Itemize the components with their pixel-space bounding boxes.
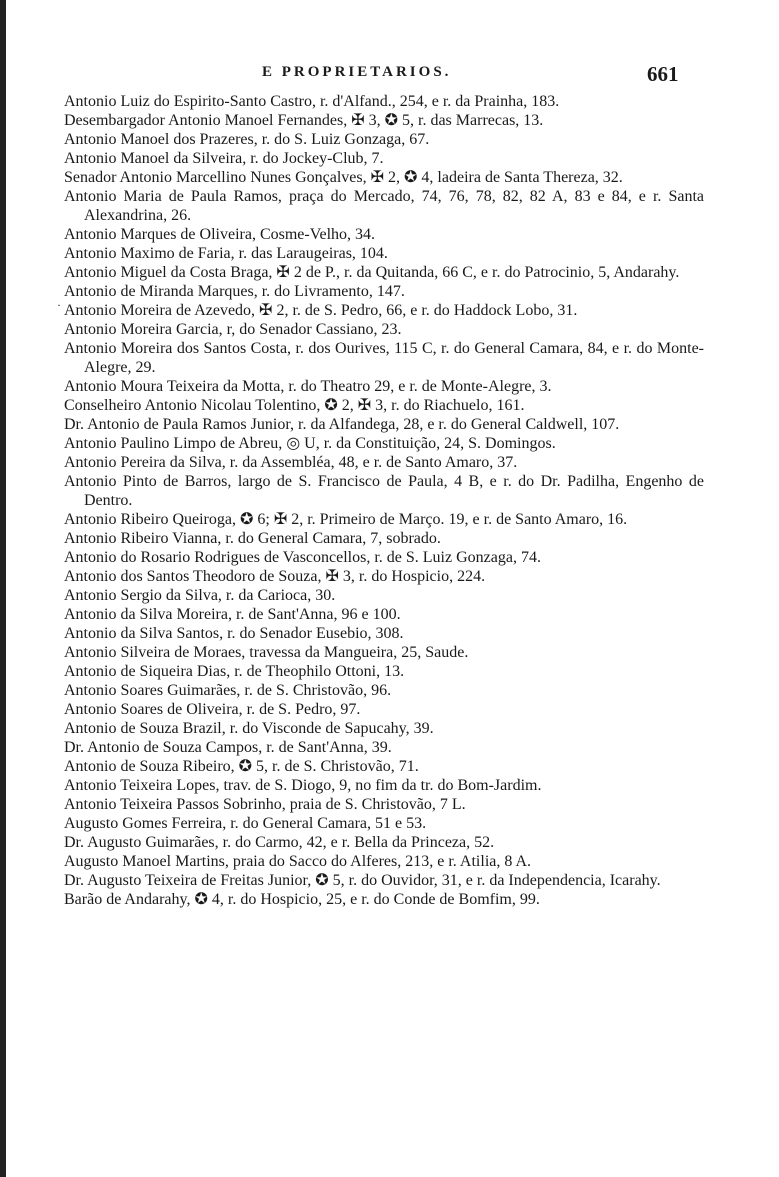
directory-entry: Senador Antonio Marcellino Nunes Gonçalves, ✠ 2, ✪ 4, ladeira de Santa Thereza, 32. <box>64 169 623 186</box>
directory-entry: Antonio Manoel dos Prazeres, r. do S. Luiz Gonzaga, 67. <box>64 131 430 148</box>
directory-entry: Antonio de Miranda Marques, r. do Livramento, 147. <box>64 283 405 300</box>
directory-entry: Augusto Manoel Martins, praia do Sacco do Alferes, 213, e r. Atilia, 8 A. <box>64 853 532 870</box>
directory-entry: Antonio Luiz do Espirito-Santo Castro, r. d'Alfand., 254, e r. da Prainha, 183. <box>64 93 560 110</box>
directory-entry: Antonio Sergio da Silva, r. da Carioca, 30. <box>64 587 336 604</box>
directory-entry: Dr. Antonio de Souza Campos, r. de Sant'Anna, 39. <box>64 739 392 756</box>
directory-entry: Antonio Ribeiro Queiroga, ✪ 6; ✠ 2, r. Primeiro de Março. 19, e r. de Santo Amaro, 16. <box>64 511 628 528</box>
margin-mark: · <box>57 298 61 312</box>
directory-entry: Antonio Moreira dos Santos Costa, r. dos Ourives, 115 C, r. do General Camara, 84, e r. do Monte-Alegre, 29. <box>64 340 704 376</box>
directory-entry: Antonio Pereira da Silva, r. da Assembléa, 48, e r. de Santo Amaro, 37. <box>64 454 518 471</box>
directory-entry: Antonio de Souza Ribeiro, ✪ 5, r. de S. Christovão, 71. <box>64 758 419 775</box>
directory-entry: Antonio Maximo de Faria, r. das Laraugeiras, 104. <box>64 245 388 262</box>
directory-entry: Augusto Gomes Ferreira, r. do General Camara, 51 e 53. <box>64 815 427 832</box>
directory-entry: Antonio Silveira de Moraes, travessa da Mangueira, 25, Saude. <box>64 644 469 661</box>
directory-entry: Antonio de Souza Brazil, r. do Visconde de Sapucahy, 39. <box>64 720 434 737</box>
directory-entry: Antonio Moreira Garcia, r, do Senador Cassiano, 23. <box>64 321 402 338</box>
directory-entry: Conselheiro Antonio Nicolau Tolentino, ✪ 2, ✠ 3, r. do Riachuelo, 161. <box>64 397 525 414</box>
directory-entry: Antonio Miguel da Costa Braga, ✠ 2 de P., r. da Quitanda, 66 C, e r. do Patrocinio, 5, Andarahy. <box>64 264 680 281</box>
directory-entry: Antonio Manoel da Silveira, r. do Jockey-Club, 7. <box>64 150 384 167</box>
running-title: E PROPRIETARIOS. <box>262 64 452 80</box>
directory-entry: Antonio Teixeira Passos Sobrinho, praia de S. Christovão, 7 L. <box>64 796 466 813</box>
directory-entry: Antonio Teixeira Lopes, trav. de S. Diogo, 9, no fim da tr. do Bom-Jardim. <box>64 777 542 794</box>
directory-entry: Antonio Moreira de Azevedo, ✠ 2, r. de S. Pedro, 66, e r. do Haddock Lobo, 31. <box>64 302 578 319</box>
directory-entry: Antonio Soares de Oliveira, r. de S. Pedro, 97. <box>64 701 361 718</box>
page-binding-edge <box>0 0 6 1177</box>
page-number: 661 <box>647 62 679 86</box>
directory-entry: Antonio de Siqueira Dias, r. de Theophilo Ottoni, 13. <box>64 663 405 680</box>
directory-entry: Antonio da Silva Moreira, r. de Sant'Anna, 96 e 100. <box>64 606 401 623</box>
running-header <box>0 62 779 90</box>
directory-entry: Antonio Soares Guimarães, r. de S. Christovão, 96. <box>64 682 392 699</box>
directory-entry: Desembargador Antonio Manoel Fernandes, ✠ 3, ✪ 5, r. das Marrecas, 13. <box>64 112 544 129</box>
directory-entry: Antonio Maria de Paula Ramos, praça do Mercado, 74, 76, 78, 82, 82 A, 83 e 84, e r. Santa Alexandrina, 26. <box>64 188 704 224</box>
directory-entry: Antonio do Rosario Rodrigues de Vasconcellos, r. de S. Luiz Gonzaga, 74. <box>64 549 541 566</box>
directory-entry: Barão de Andarahy, ✪ 4, r. do Hospicio, 25, e r. do Conde de Bomfim, 99. <box>64 891 540 908</box>
directory-entry: Antonio Moura Teixeira da Motta, r. do Theatro 29, e r. de Monte-Alegre, 3. <box>64 378 552 395</box>
directory-entry: Antonio Ribeiro Vianna, r. do General Camara, 7, sobrado. <box>64 530 441 547</box>
directory-list <box>64 92 704 909</box>
directory-entry: Antonio Marques de Oliveira, Cosme-Velho, 34. <box>64 226 376 243</box>
directory-entry: Dr. Augusto Teixeira de Freitas Junior, ✪ 5, r. do Ouvidor, 31, e r. da Independencia, Icarahy. <box>64 872 661 889</box>
directory-entry: Antonio dos Santos Theodoro de Souza, ✠ 3, r. do Hospicio, 224. <box>64 568 486 585</box>
directory-entry: Antonio Paulino Limpo de Abreu, ◎ U, r. da Constituição, 24, S. Domingos. <box>64 435 556 452</box>
directory-entry: Antonio da Silva Santos, r. do Senador Eusebio, 308. <box>64 625 404 642</box>
directory-entry: Dr. Antonio de Paula Ramos Junior, r. da Alfandega, 28, e r. do General Caldwell, 107. <box>64 416 620 433</box>
directory-entry: Antonio Pinto de Barros, largo de S. Francisco de Paula, 4 B, e r. do Dr. Padilha, Engenho de Dentro. <box>64 473 704 509</box>
directory-entry: Dr. Augusto Guimarães, r. do Carmo, 42, e r. Bella da Princeza, 52. <box>64 834 495 851</box>
